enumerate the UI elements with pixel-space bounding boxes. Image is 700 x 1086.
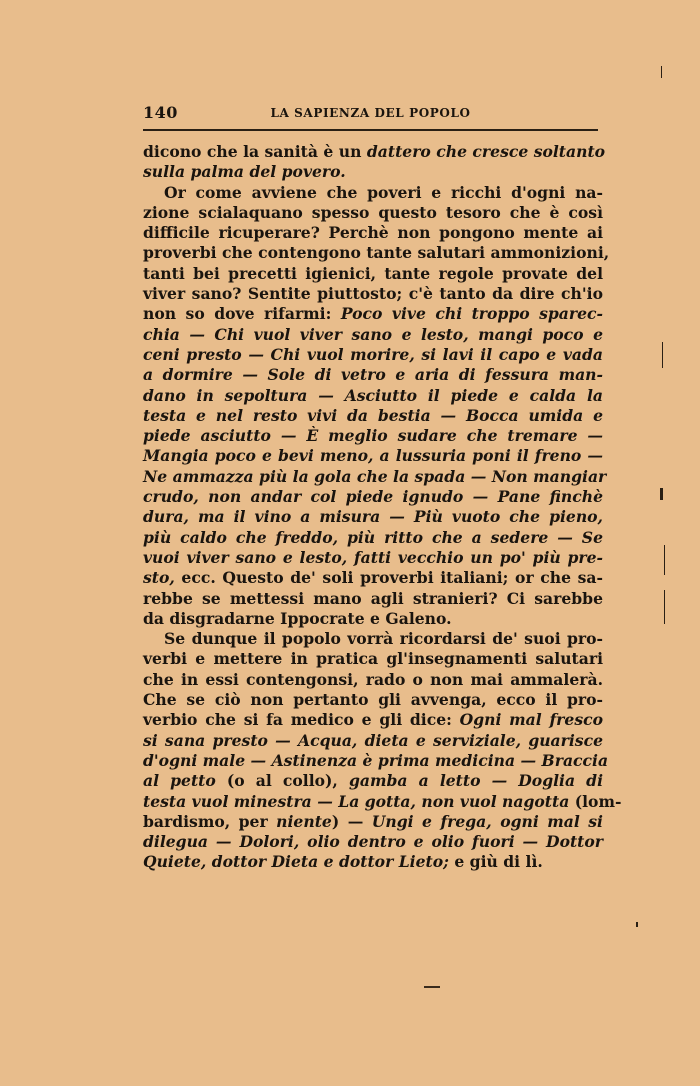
text-line: d'ogni male — Astinenza è prima medicina — Braccia: [143, 750, 609, 770]
text-line: piede asciutto — È meglio sudare che tremare —: [143, 426, 603, 446]
margin-mark: [664, 590, 665, 624]
text-line: verbio che si fa medico e gli dice: Ogni mal fresco: [143, 710, 603, 730]
text-line: bardismo, per niente) — Ungi e frega, ogni mal si: [143, 811, 603, 831]
text-line: proverbi che contengono tante salutari ammonizioni,: [143, 243, 610, 263]
text-line: Or come avviene che poveri e ricchi d'ogni na-: [164, 182, 603, 202]
margin-mark: [662, 342, 663, 368]
text-line: al petto (o al collo), gamba a letto — Doglia di: [143, 771, 603, 791]
text-line: più caldo che freddo, più ritto che a sedere — Se: [143, 527, 603, 547]
text-line: dilegua — Dolori, olio dentro e olio fuori — Dottor: [143, 832, 603, 852]
text-line: a dormire — Sole di vetro e aria di fessura man-: [143, 365, 603, 385]
page-number: 140: [143, 103, 178, 122]
text-line: difficile ricuperare? Perchè non pongono mente ai: [143, 223, 603, 243]
text-line: sto, ecc. Questo de' soli proverbi italiani; or che sa-: [143, 568, 603, 588]
text-line: dano in sepoltura — Asciutto il piede e calda la: [143, 385, 603, 405]
text-line: verbi e mettere in pratica gl'insegnamenti salutari: [143, 649, 603, 669]
text-line: dura, ma il vino a misura — Più vuoto che pieno,: [143, 507, 603, 527]
text-line: crudo, non andar col piede ignudo — Pane finchè: [143, 487, 603, 507]
text-line: chia — Chi vuol viver sano e lesto, mangi poco e: [143, 324, 603, 344]
text-line: Se dunque il popolo vorrà ricordarsi de' suoi pro-: [164, 629, 603, 649]
text-line: viver sano? Sentite piuttosto; c'è tanto da dire ch'io: [143, 284, 603, 304]
text-line: non so dove rifarmi: Poco vive chi troppo sparec-: [143, 304, 603, 324]
header-rule: [143, 129, 598, 131]
text-line: Mangia poco e bevi meno, a lussuria poni il freno —: [143, 446, 603, 466]
text-line: tanti bei precetti igienici, tante regole provate del: [143, 263, 603, 283]
text-line: si sana presto — Acqua, dieta e serviziale, guarisce: [143, 730, 603, 750]
text-line: Ne ammazza più la gola che la spada — Non mangiar: [143, 466, 607, 486]
text-line: Quiete, dottor Dieta e dottor Lieto; e giù di lì.: [143, 852, 543, 872]
text-line: testa vuol minestra — La gotta, non vuol nagotta (lom-: [143, 791, 622, 811]
body-text: [143, 142, 622, 873]
bottom-dash: [424, 986, 440, 988]
text-line: sulla palma del povero.: [143, 162, 346, 182]
text-line: rebbe se mettessi mano agli stranieri? Ci sarebbe: [143, 588, 603, 608]
text-line: dicono che la sanità è un dattero che cresce soltanto: [143, 142, 606, 161]
text-line: da disgradarne Ippocrate e Galeno.: [143, 608, 452, 628]
text-line: Che se ciò non pertanto gli avvenga, ecco il pro-: [143, 690, 603, 710]
margin-mark: [660, 488, 663, 500]
running-title: LA SAPIENZA DEL POPOLO: [270, 106, 471, 120]
margin-mark: [636, 922, 638, 927]
text-line: che in essi contengonsi, rado o non mai ammalerà.: [143, 669, 603, 689]
text-line: zione scialaquano spesso questo tesoro che è così: [143, 202, 603, 222]
margin-mark: [661, 66, 662, 78]
page-header: [143, 103, 598, 123]
text-line: ceni presto — Chi vuol morire, si lavi il capo e vada: [143, 344, 603, 364]
margin-mark: [664, 545, 665, 575]
text-line: testa e nel resto vivi da bestia — Bocca umida e: [143, 405, 603, 425]
text-line: vuoi viver sano e lesto, fatti vecchio un po' più pre-: [143, 547, 603, 567]
